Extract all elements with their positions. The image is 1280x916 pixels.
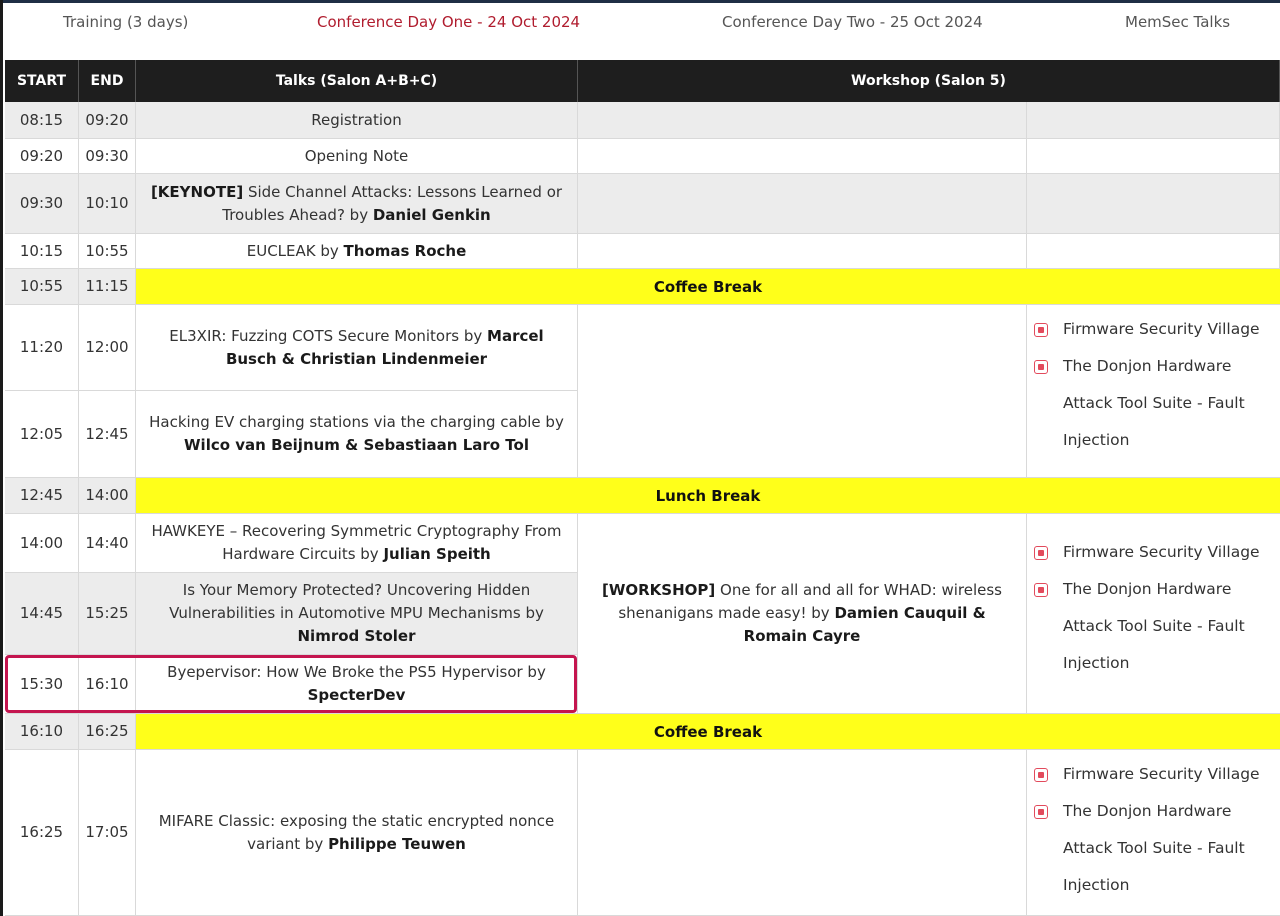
- end-time: 12:00: [79, 305, 136, 391]
- workshop-title: One for all and all for WHAD: wireless shenanigans made easy! by: [618, 581, 1002, 622]
- left-border: [0, 0, 3, 916]
- speaker-name: Thomas Roche: [343, 241, 467, 260]
- header-talks: Talks (Salon A+B+C): [136, 60, 578, 102]
- village-item-label: Firmware Security Village: [1063, 543, 1260, 561]
- village-cell-empty: [1027, 174, 1280, 234]
- village-item-label: The Donjon Hardware Attack Tool Suite - Fault Injection: [1063, 802, 1245, 894]
- tab-conference-day-one[interactable]: Conference Day One - 24 Oct 2024: [317, 13, 581, 31]
- village-cell: [1027, 305, 1280, 478]
- village-item-firmware-security[interactable]: [1027, 311, 1280, 348]
- coffee-break-banner: Coffee Break: [136, 269, 1280, 305]
- start-time: 16:25: [5, 750, 79, 916]
- end-time: 14:00: [79, 478, 136, 514]
- header-start: START: [5, 60, 79, 102]
- speaker-name: Nimrod Stoler: [297, 627, 416, 645]
- square-bullet-icon: [1034, 583, 1048, 597]
- end-time: 16:25: [79, 714, 136, 750]
- end-time: 12:45: [79, 391, 136, 478]
- talk-title: HAWKEYE – Recovering Symmetric Cryptography From Hardware Circuits by: [151, 522, 562, 563]
- talk-cell: [136, 573, 578, 655]
- end-time: 11:15: [79, 269, 136, 305]
- keynote-tag: [KEYNOTE]: [150, 182, 244, 201]
- start-time: 10:15: [5, 234, 79, 269]
- end-time: 16:10: [79, 655, 136, 714]
- speaker-name: Daniel Genkin: [372, 205, 491, 224]
- square-bullet-icon: [1034, 360, 1048, 374]
- talk-cell: [136, 750, 578, 916]
- start-time: 16:10: [5, 714, 79, 750]
- workshop-cell-empty: [578, 102, 1027, 139]
- speaker-name: Marcel Busch & Christian Lindenmeier: [225, 326, 544, 368]
- workshop-cell-empty: [578, 305, 1027, 478]
- tab-memsec-talks[interactable]: MemSec Talks: [1125, 13, 1231, 31]
- header-workshop: Workshop (Salon 5): [578, 60, 1280, 102]
- start-time: 10:55: [5, 269, 79, 305]
- village-item-donjon[interactable]: [1027, 793, 1280, 904]
- talk-title: Is Your Memory Protected? Uncovering Hidden Vulnerabilities in Automotive MPU Mechanisms by: [169, 581, 544, 622]
- start-time: 09:20: [5, 139, 79, 174]
- square-bullet-icon: [1034, 768, 1048, 782]
- talk-title: Hacking EV charging stations via the charging cable by: [149, 413, 564, 431]
- village-item-donjon[interactable]: [1027, 571, 1280, 682]
- schedule-table: [5, 60, 1280, 916]
- start-time: 09:30: [5, 174, 79, 234]
- talk-title: Side Channel Attacks: Lessons Learned or Troubles Ahead? by: [222, 182, 563, 224]
- talk-title: Byepervisor: How We Broke the PS5 Hypervisor by: [167, 663, 546, 681]
- tab-training[interactable]: Training (3 days): [63, 13, 189, 31]
- speaker-name: SpecterDev: [307, 686, 406, 704]
- village-cell-empty: [1027, 139, 1280, 174]
- talk-cell: [136, 655, 578, 714]
- workshop-cell-empty: [578, 750, 1027, 916]
- talk-cell: [136, 391, 578, 478]
- coffee-break-banner: Coffee Break: [136, 714, 1280, 750]
- workshop-cell-empty: [578, 174, 1027, 234]
- talk-cell: Registration: [136, 102, 578, 139]
- tab-conference-day-two[interactable]: Conference Day Two - 25 Oct 2024: [722, 13, 983, 31]
- workshop-speakers: Damien Cauquil & Romain Cayre: [743, 604, 986, 645]
- talk-title: EL3XIR: Fuzzing COTS Secure Monitors by: [169, 326, 488, 345]
- workshop-cell: [578, 514, 1027, 714]
- village-cell-empty: [1027, 234, 1280, 269]
- end-time: 17:05: [79, 750, 136, 916]
- square-bullet-icon: [1034, 323, 1048, 337]
- start-time: 15:30: [5, 655, 79, 714]
- village-cell: [1027, 750, 1280, 916]
- start-time: 14:00: [5, 514, 79, 573]
- workshop-cell-empty: [578, 234, 1027, 269]
- talk-cell: [136, 174, 578, 234]
- start-time: 11:20: [5, 305, 79, 391]
- talk-title: EUCLEAK by: [246, 241, 344, 260]
- talk-title: MIFARE Classic: exposing the static encrypted nonce variant by: [158, 811, 555, 853]
- end-time: 09:30: [79, 139, 136, 174]
- start-time: 14:45: [5, 573, 79, 655]
- village-item-label: Firmware Security Village: [1063, 320, 1260, 338]
- talk-cell: [136, 305, 578, 391]
- start-time: 12:05: [5, 391, 79, 478]
- workshop-cell-empty: [578, 139, 1027, 174]
- village-item-label: The Donjon Hardware Attack Tool Suite - Fault Injection: [1063, 357, 1245, 449]
- speaker-name: Wilco van Beijnum & Sebastiaan Laro Tol: [184, 436, 529, 454]
- village-cell-empty: [1027, 102, 1280, 139]
- square-bullet-icon: [1034, 805, 1048, 819]
- speaker-name: Julian Speith: [383, 545, 491, 563]
- workshop-tag: [WORKSHOP]: [601, 581, 716, 599]
- talk-cell: Opening Note: [136, 139, 578, 174]
- village-item-firmware-security[interactable]: [1027, 534, 1280, 571]
- end-time: 09:20: [79, 102, 136, 139]
- end-time: 10:55: [79, 234, 136, 269]
- village-item-label: Firmware Security Village: [1063, 765, 1260, 783]
- end-time: 14:40: [79, 514, 136, 573]
- village-item-label: The Donjon Hardware Attack Tool Suite - Fault Injection: [1063, 580, 1245, 672]
- day-tabs: [0, 3, 1280, 45]
- end-time: 10:10: [79, 174, 136, 234]
- village-cell: [1027, 514, 1280, 714]
- speaker-name: Philippe Teuwen: [328, 834, 466, 853]
- village-item-firmware-security[interactable]: [1027, 756, 1280, 793]
- start-time: 12:45: [5, 478, 79, 514]
- header-end: END: [79, 60, 136, 102]
- talk-cell: [136, 234, 578, 269]
- end-time: 15:25: [79, 573, 136, 655]
- lunch-break-banner: Lunch Break: [136, 478, 1280, 514]
- village-item-donjon[interactable]: [1027, 348, 1280, 459]
- square-bullet-icon: [1034, 546, 1048, 560]
- talk-cell: [136, 514, 578, 573]
- start-time: 08:15: [5, 102, 79, 139]
